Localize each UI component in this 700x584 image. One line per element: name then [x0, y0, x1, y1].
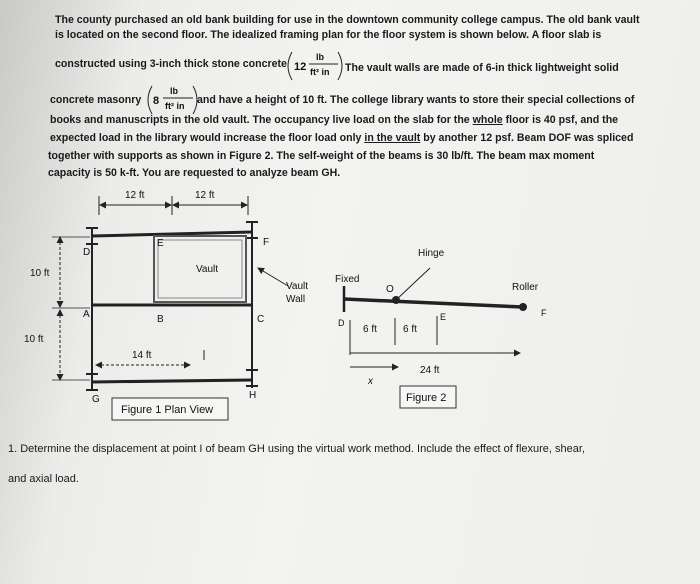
d-label: D — [338, 318, 345, 328]
figure-2-caption: Figure 2 — [406, 392, 447, 404]
e-label: E — [440, 312, 447, 322]
point-e: E — [157, 238, 164, 249]
problem-text-line-8: capacity is 50 k-ft. You are requested to analyze beam GH. — [48, 167, 341, 179]
dim-left-bottom-label: 10 ft — [24, 334, 44, 345]
figure-1-caption: Figure 1 Plan View — [121, 404, 214, 416]
point-g: G — [92, 394, 100, 405]
line6-only: only — [339, 132, 362, 144]
line5-whole: whole — [472, 114, 503, 126]
dim-24ft-label: 24 ft — [420, 365, 440, 376]
problem-text-line-3b: The vault walls are made of 6-in thick lightweight solid — [345, 62, 619, 74]
point-h: H — [249, 390, 257, 401]
f-label: F — [541, 308, 547, 318]
dim-bottom-label: 14 ft — [132, 350, 152, 361]
vault-wall-label-1: Vault — [286, 281, 309, 292]
problem-text-line-4a: concrete masonry — [50, 94, 142, 106]
line5-start: books and manuscripts in the old vault. The occupancy live load on the slab for the — [50, 114, 470, 126]
dim-6ft-b: 6 ft — [403, 324, 417, 335]
problem-text-line-1: The county purchased an old bank building for use in the downtown community college campus. The old bank vault — [55, 14, 640, 26]
frac1-top: lb — [316, 52, 324, 62]
line6-start: expected load in the library would increase the floor load — [50, 132, 337, 144]
line5-end: floor is 40 psf, and the — [505, 114, 619, 126]
beam-df-spliced — [344, 299, 523, 307]
roller-point — [519, 303, 527, 311]
line6-in-the-vault: in the vault — [364, 132, 421, 144]
dim-left-top-label: 10 ft — [30, 268, 50, 279]
problem-text-line-4b: and have a height of 10 ft. The college library wants to store their special collections of — [197, 94, 635, 106]
frac2-bottom: ft² in — [165, 101, 185, 111]
fixed-label: Fixed — [335, 274, 360, 285]
point-b: B — [157, 314, 164, 325]
frac1-bottom: ft² in — [310, 67, 330, 77]
line6-end: by another 12 psf. Beam DOF was spliced — [423, 132, 634, 144]
vault-wall-pointer — [258, 268, 288, 286]
point-a: A — [83, 309, 90, 320]
frac2-number: 8 — [153, 95, 160, 107]
problem-text-line-7: together with supports as shown in Figure 2. The self-weight of the beams is 30 lb/ft. The beam max moment — [48, 150, 595, 162]
question-line-2: and axial load. — [8, 473, 79, 485]
problem-text-line-2: is located on the second floor. The idealized framing plan for the floor system is shown below. A floor slab is — [55, 29, 602, 41]
hinge-pointer — [396, 268, 430, 300]
roller-label: Roller — [512, 282, 539, 293]
problem-text-line-3a: constructed using 3-inch thick stone concrete — [55, 58, 287, 70]
point-c: C — [257, 314, 265, 325]
hinge-label: Hinge — [418, 248, 445, 259]
o-label: O — [386, 284, 394, 295]
dim-6ft-a: 6 ft — [363, 324, 377, 335]
vault-wall-label-2: Wall — [286, 294, 306, 305]
dim-top-right-label: 12 ft — [195, 190, 215, 201]
vault-label: Vault — [196, 264, 219, 275]
frac2-top: lb — [170, 86, 178, 96]
question-line-1: 1. Determine the displacement at point I of beam GH using the virtual work method. Include the effect of flexure, shear, — [8, 443, 585, 455]
point-d: D — [83, 247, 91, 258]
frac1-number: 12 — [294, 61, 307, 73]
point-f: F — [263, 237, 270, 248]
x-label: x — [368, 376, 373, 387]
dim-top-left-label: 12 ft — [125, 190, 145, 201]
